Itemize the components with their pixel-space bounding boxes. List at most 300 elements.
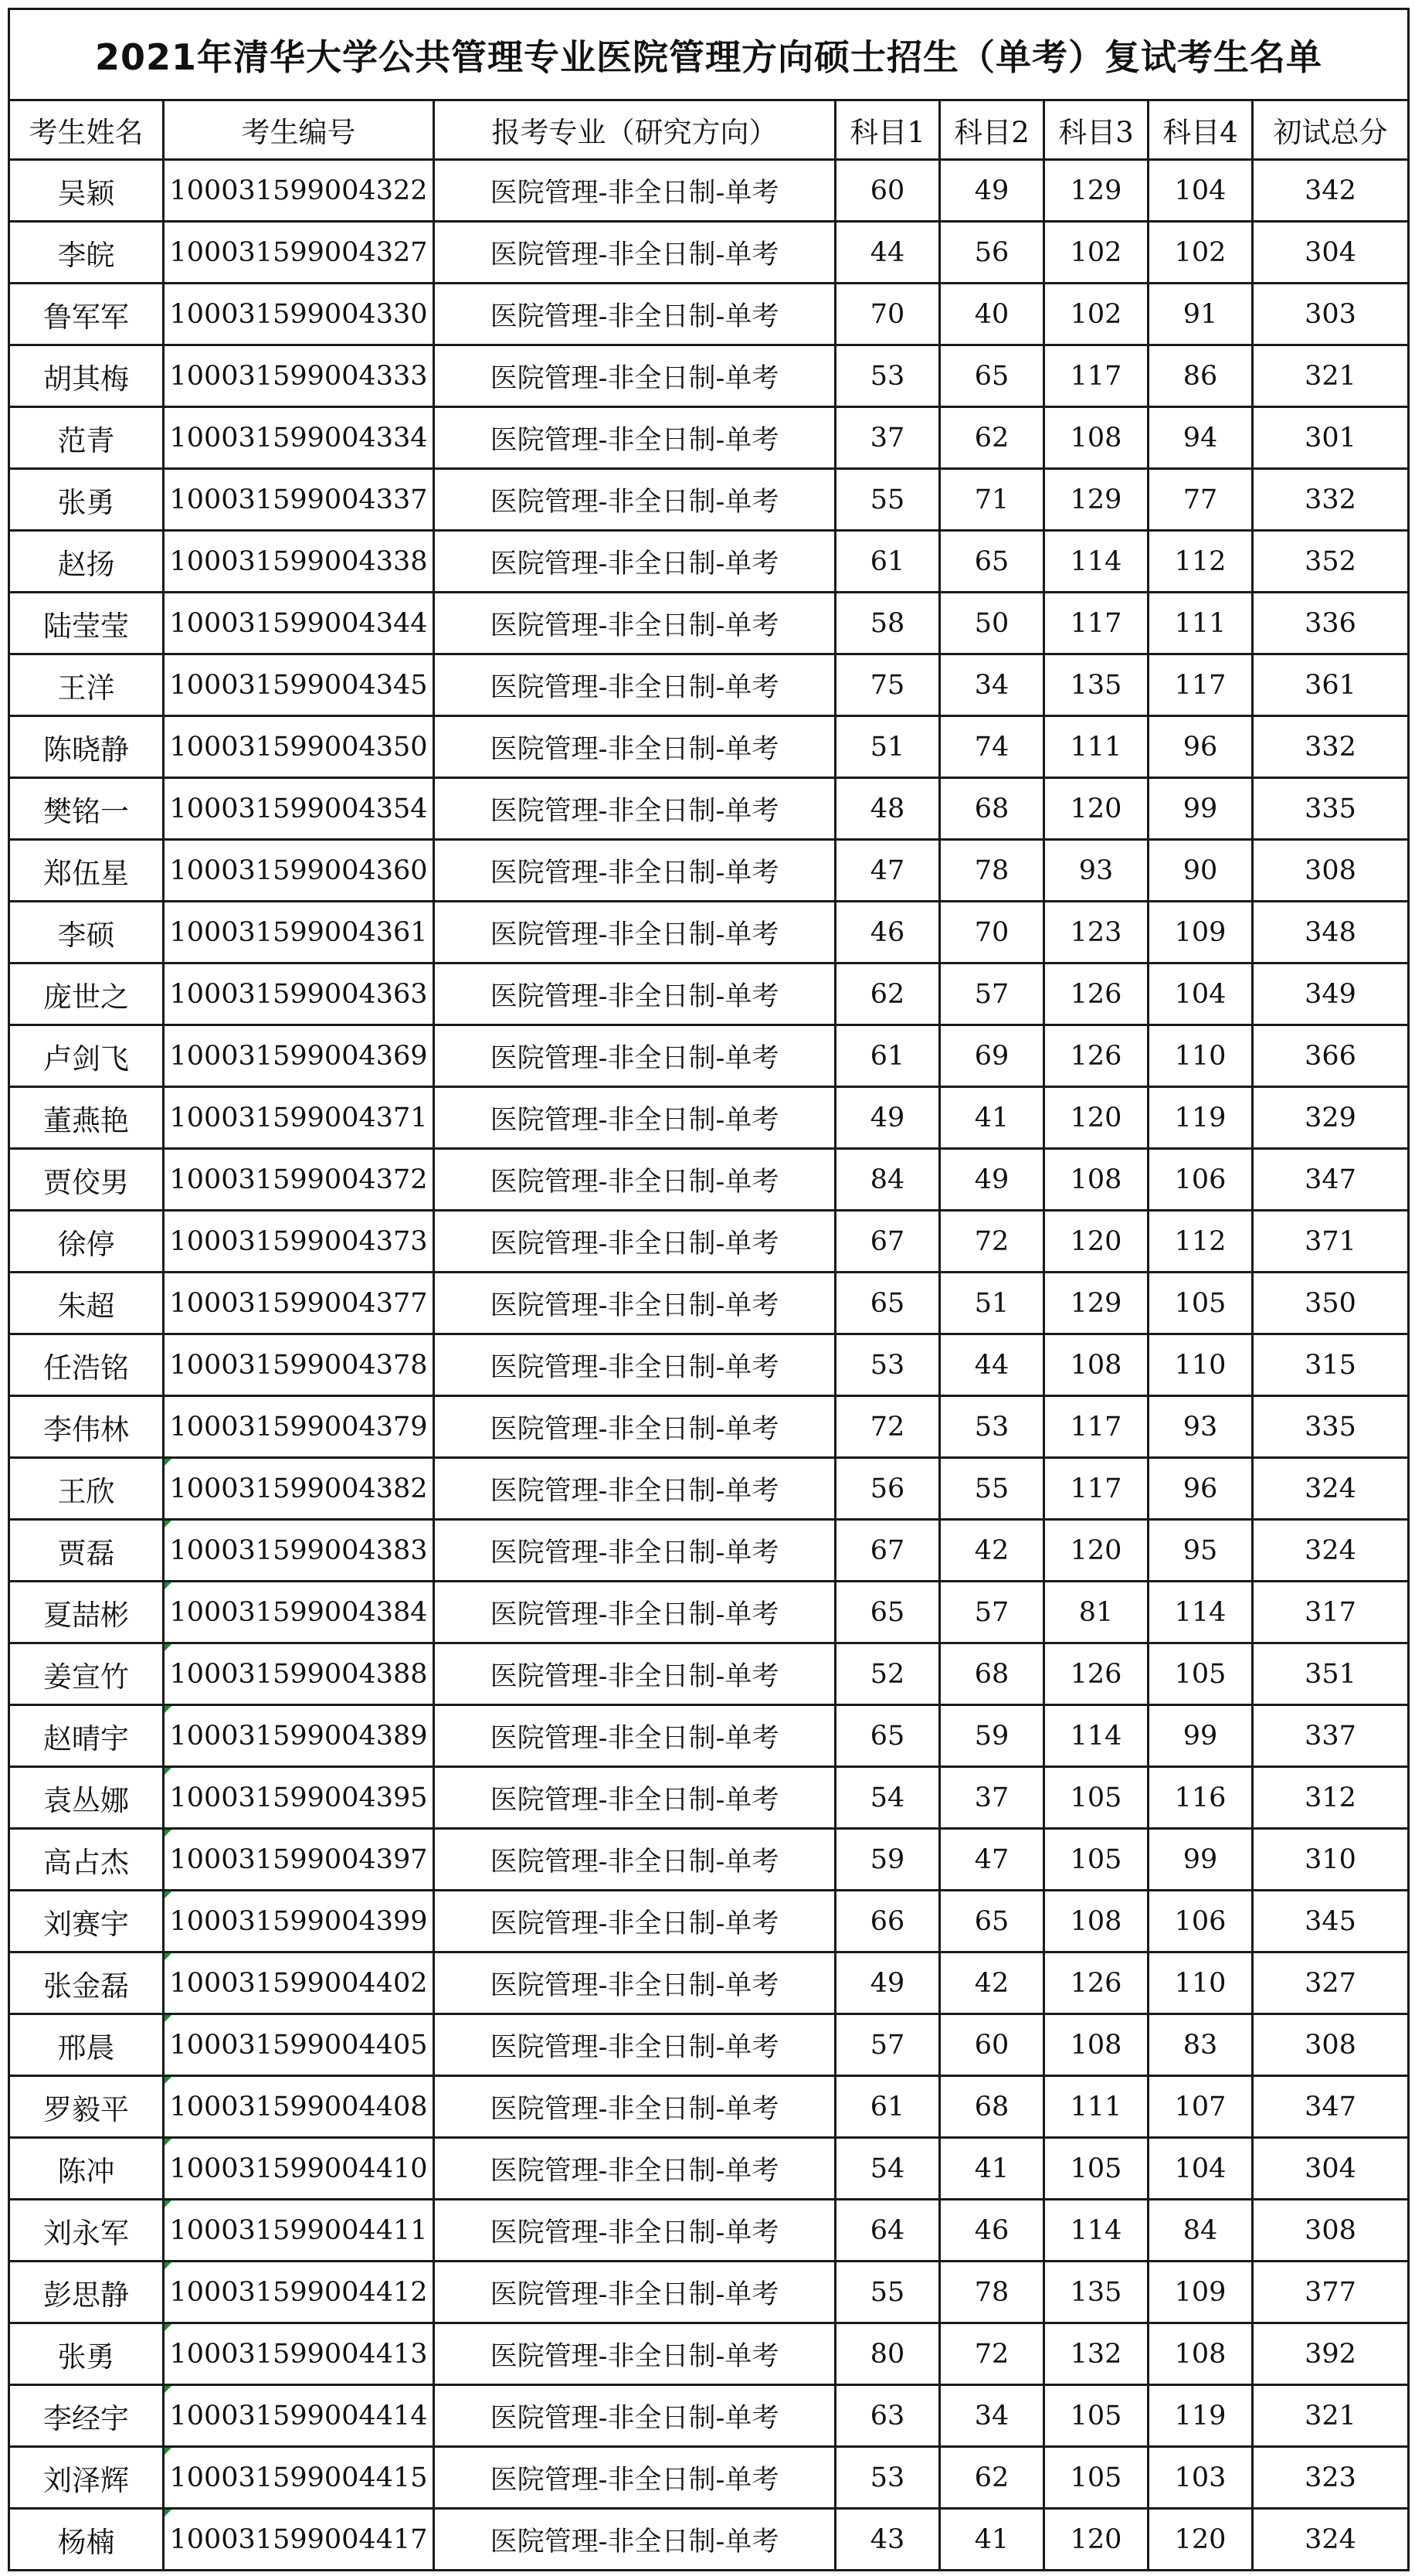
major-cell bbox=[434, 1829, 836, 1891]
major-cell-text: 医院管理-非全日制-单考 bbox=[490, 1290, 779, 1321]
candidate-name-cell-text: 杨楠 bbox=[57, 2525, 115, 2559]
major-cell-text: 医院管理-非全日制-单考 bbox=[490, 2155, 779, 2187]
subject-2-score-text: 59 bbox=[974, 1720, 1010, 1752]
candidate-id-cell bbox=[164, 2138, 434, 2200]
candidate-id-cell bbox=[164, 840, 434, 902]
subject-4-score-text: 117 bbox=[1174, 669, 1227, 701]
subject-2-score-text: 37 bbox=[974, 1782, 1010, 1813]
subject-1-score bbox=[836, 2138, 940, 2200]
subject-1-score bbox=[836, 1396, 940, 1458]
total-score bbox=[1253, 2200, 1409, 2262]
subject-4-score-text: 99 bbox=[1183, 793, 1218, 824]
subject-1-score-text: 63 bbox=[870, 2400, 905, 2432]
subject-4-score bbox=[1149, 902, 1253, 963]
subject-2-score bbox=[940, 1149, 1044, 1211]
subject-3-score bbox=[1044, 2138, 1149, 2200]
table-row bbox=[9, 2385, 1409, 2447]
candidate-id-cell bbox=[164, 593, 434, 654]
candidate-name-cell-text: 卢剑飞 bbox=[43, 1042, 129, 1076]
subject-1-score-text: 61 bbox=[870, 2091, 905, 2122]
subject-3-score bbox=[1044, 2014, 1149, 2076]
candidate-id-cell bbox=[164, 654, 434, 716]
candidate-name-cell bbox=[9, 1891, 164, 1952]
table-row bbox=[9, 1149, 1409, 1211]
subject-2-score bbox=[940, 2014, 1044, 2076]
candidate-id-cell-text: 100031599004344 bbox=[169, 607, 428, 639]
subject-3-score-text: 135 bbox=[1070, 2276, 1122, 2308]
candidate-name-cell-text: 樊铭一 bbox=[43, 794, 129, 828]
subject-4-score-text: 77 bbox=[1183, 484, 1218, 515]
major-cell-text: 医院管理-非全日制-单考 bbox=[490, 424, 779, 456]
candidate-name-cell-text: 张勇 bbox=[57, 2340, 115, 2374]
subject-1-score bbox=[836, 1582, 940, 1643]
subject-1-score-text: 66 bbox=[870, 1905, 905, 1937]
candidate-id-cell-text: 100031599004334 bbox=[169, 422, 428, 454]
major-cell-text: 医院管理-非全日制-单考 bbox=[490, 1104, 779, 1136]
cell-comment-marker-icon bbox=[165, 1830, 171, 1837]
candidate-id-cell bbox=[164, 1087, 434, 1149]
candidate-name-cell bbox=[9, 407, 164, 469]
subject-4-score bbox=[1149, 2076, 1253, 2138]
subject-3-score-text: 102 bbox=[1070, 298, 1122, 330]
candidate-name-cell-text: 李伟林 bbox=[43, 1412, 129, 1446]
major-cell bbox=[434, 2138, 836, 2200]
subject-3-score bbox=[1044, 1767, 1149, 1829]
candidate-name-cell-text: 赵晴宇 bbox=[43, 1721, 129, 1755]
subject-1-score bbox=[836, 345, 940, 407]
candidate-id-cell bbox=[164, 1273, 434, 1334]
subject-1-score-text: 65 bbox=[870, 1596, 905, 1628]
subject-1-score bbox=[836, 1767, 940, 1829]
major-cell-text: 医院管理-非全日制-单考 bbox=[490, 1228, 779, 1259]
subject-2-score bbox=[940, 407, 1044, 469]
total-score bbox=[1253, 1025, 1409, 1087]
major-cell bbox=[434, 2385, 836, 2447]
major-cell-text: 医院管理-非全日制-单考 bbox=[490, 1784, 779, 1816]
subject-1-score-text: 52 bbox=[870, 1658, 905, 1690]
subject-1-score-text: 54 bbox=[870, 2153, 905, 2184]
table-row bbox=[9, 2447, 1409, 2509]
subject-3-score bbox=[1044, 1087, 1149, 1149]
subject-4-score bbox=[1149, 778, 1253, 840]
subject-2-score bbox=[940, 1643, 1044, 1705]
major-cell-text: 医院管理-非全日制-单考 bbox=[490, 177, 779, 209]
major-cell bbox=[434, 222, 836, 284]
subject-2-score bbox=[940, 902, 1044, 963]
major-cell bbox=[434, 2076, 836, 2138]
subject-1-score-text: 61 bbox=[870, 1040, 905, 1072]
subject-1-score-text: 75 bbox=[870, 669, 905, 701]
cell-comment-marker-icon bbox=[165, 2015, 171, 2022]
major-cell-text: 医院管理-非全日制-单考 bbox=[490, 1722, 779, 1754]
candidate-name-cell-text: 刘永军 bbox=[43, 2216, 129, 2250]
candidate-name-cell bbox=[9, 778, 164, 840]
subject-1-score-text: 64 bbox=[870, 2214, 905, 2246]
candidate-id-cell bbox=[164, 1582, 434, 1643]
total-score bbox=[1253, 1582, 1409, 1643]
subject-2-score-text: 42 bbox=[974, 1967, 1010, 1999]
total-score-text: 335 bbox=[1305, 793, 1356, 824]
candidate-id-cell-text: 100031599004402 bbox=[169, 1967, 428, 1999]
subject-4-score bbox=[1149, 1891, 1253, 1952]
subject-4-score bbox=[1149, 1273, 1253, 1334]
subject-2-score bbox=[940, 1211, 1044, 1273]
total-score-text: 361 bbox=[1305, 669, 1356, 701]
subject-4-score bbox=[1149, 284, 1253, 345]
subject-1-score bbox=[836, 2200, 940, 2262]
subject-1-score bbox=[836, 222, 940, 284]
subject-1-score-text: 65 bbox=[870, 1720, 905, 1752]
candidate-id-cell bbox=[164, 2200, 434, 2262]
subject-3-score bbox=[1044, 1952, 1149, 2014]
subject-3-score bbox=[1044, 593, 1149, 654]
candidate-name-cell-text: 袁丛娜 bbox=[43, 1783, 129, 1817]
subject-2-score-text: 40 bbox=[974, 298, 1010, 330]
table-row bbox=[9, 1582, 1409, 1643]
subject-1-score bbox=[836, 716, 940, 778]
cell-comment-marker-icon bbox=[165, 1582, 171, 1589]
candidate-id-cell-text: 100031599004413 bbox=[169, 2338, 428, 2370]
candidate-id-cell-text: 100031599004399 bbox=[169, 1905, 428, 1937]
subject-2-score bbox=[940, 469, 1044, 531]
major-cell-text: 医院管理-非全日制-单考 bbox=[490, 2279, 779, 2310]
subject-3-score-text: 126 bbox=[1070, 1040, 1122, 1072]
subject-3-score-text: 111 bbox=[1070, 2091, 1122, 2122]
subject-3-score-text: 108 bbox=[1070, 1164, 1122, 1195]
major-cell bbox=[434, 531, 836, 593]
subject-4-score bbox=[1149, 2385, 1253, 2447]
subject-4-score bbox=[1149, 2509, 1253, 2571]
table-row bbox=[9, 902, 1409, 963]
subject-4-score-text: 119 bbox=[1174, 1102, 1227, 1133]
subject-2-score bbox=[940, 1396, 1044, 1458]
subject-4-score-text: 96 bbox=[1183, 731, 1218, 763]
subject-2-score bbox=[940, 2447, 1044, 2509]
candidate-id-cell-text: 100031599004350 bbox=[169, 731, 428, 763]
candidate-name-cell bbox=[9, 2509, 164, 2571]
subject-1-score bbox=[836, 1952, 940, 2014]
total-score-text: 327 bbox=[1305, 1967, 1356, 1999]
total-score-text: 337 bbox=[1305, 1720, 1356, 1752]
subject-4-score bbox=[1149, 593, 1253, 654]
subject-2-score-text: 46 bbox=[974, 2214, 1010, 2246]
subject-1-score-text: 43 bbox=[870, 2523, 905, 2555]
subject-3-score bbox=[1044, 963, 1149, 1025]
subject-2-score-text: 65 bbox=[974, 545, 1010, 577]
subject-4-score bbox=[1149, 963, 1253, 1025]
subject-2-score-text: 49 bbox=[974, 1164, 1010, 1195]
table-row bbox=[9, 1952, 1409, 2014]
candidate-name-cell bbox=[9, 2447, 164, 2509]
candidate-name-cell bbox=[9, 1952, 164, 2014]
subject-2-score-text: 51 bbox=[974, 1287, 1010, 1319]
subject-1-score-text: 61 bbox=[870, 545, 905, 577]
subject-3-score bbox=[1044, 716, 1149, 778]
total-score-text: 336 bbox=[1305, 607, 1356, 639]
table-row bbox=[9, 284, 1409, 345]
subject-2-score bbox=[940, 654, 1044, 716]
major-cell-text: 医院管理-非全日制-单考 bbox=[490, 1166, 779, 1198]
column-header-id: 考生编号 bbox=[164, 100, 434, 160]
subject-3-score bbox=[1044, 1829, 1149, 1891]
total-score-text: 351 bbox=[1305, 1658, 1356, 1690]
total-score-text: 350 bbox=[1305, 1287, 1356, 1319]
subject-1-score-text: 80 bbox=[870, 2338, 905, 2370]
candidate-id-cell bbox=[164, 407, 434, 469]
candidate-id-cell bbox=[164, 778, 434, 840]
major-cell bbox=[434, 778, 836, 840]
major-cell bbox=[434, 1705, 836, 1767]
major-cell-text: 医院管理-非全日制-单考 bbox=[490, 301, 779, 332]
total-score-text: 323 bbox=[1305, 2462, 1356, 2493]
subject-3-score bbox=[1044, 531, 1149, 593]
candidate-id-cell-text: 100031599004408 bbox=[169, 2091, 428, 2122]
subject-4-score-text: 109 bbox=[1174, 2276, 1227, 2308]
total-score-text: 335 bbox=[1305, 1411, 1356, 1443]
subject-4-score bbox=[1149, 1211, 1253, 1273]
column-header-subject-4: 科目4 bbox=[1149, 100, 1253, 160]
subject-4-score-text: 84 bbox=[1183, 2214, 1218, 2246]
major-cell bbox=[434, 284, 836, 345]
subject-4-score-text: 104 bbox=[1174, 2153, 1227, 2184]
major-cell-text: 医院管理-非全日制-单考 bbox=[490, 2464, 779, 2496]
subject-2-score bbox=[940, 1025, 1044, 1087]
subject-1-score bbox=[836, 1891, 940, 1952]
table-row bbox=[9, 1705, 1409, 1767]
table-row bbox=[9, 2014, 1409, 2076]
subject-2-score bbox=[940, 1334, 1044, 1396]
table-row bbox=[9, 1025, 1409, 1087]
table-row bbox=[9, 222, 1409, 284]
major-cell bbox=[434, 654, 836, 716]
subject-2-score-text: 44 bbox=[974, 1349, 1010, 1381]
subject-1-score bbox=[836, 778, 940, 840]
subject-1-score bbox=[836, 469, 940, 531]
major-cell-text: 医院管理-非全日制-单考 bbox=[490, 2526, 779, 2557]
subject-3-score-text: 117 bbox=[1070, 360, 1122, 392]
candidate-name-cell-text: 李皖 bbox=[57, 238, 115, 272]
subject-3-score-text: 108 bbox=[1070, 1349, 1122, 1381]
subject-3-score bbox=[1044, 1705, 1149, 1767]
major-cell-text: 医院管理-非全日制-单考 bbox=[490, 239, 779, 270]
subject-1-score-text: 48 bbox=[870, 793, 905, 824]
cell-comment-marker-icon bbox=[165, 2386, 171, 2393]
subject-3-score-text: 108 bbox=[1070, 2029, 1122, 2061]
table-row bbox=[9, 531, 1409, 593]
subject-2-score-text: 49 bbox=[974, 175, 1010, 206]
table-row bbox=[9, 407, 1409, 469]
candidate-name-cell bbox=[9, 222, 164, 284]
total-score bbox=[1253, 1211, 1409, 1273]
major-cell bbox=[434, 902, 836, 963]
candidate-id-cell-text: 100031599004354 bbox=[169, 793, 428, 824]
table-row bbox=[9, 2076, 1409, 2138]
major-cell bbox=[434, 1643, 836, 1705]
major-cell bbox=[434, 1334, 836, 1396]
candidate-id-cell-text: 100031599004412 bbox=[169, 2276, 428, 2308]
candidate-id-cell-text: 100031599004379 bbox=[169, 1411, 428, 1443]
candidate-name-cell bbox=[9, 1767, 164, 1829]
subject-4-score-text: 110 bbox=[1174, 1040, 1227, 1072]
subject-4-score bbox=[1149, 654, 1253, 716]
subject-4-score-text: 102 bbox=[1174, 236, 1227, 268]
subject-1-score bbox=[836, 1829, 940, 1891]
total-score-text: 347 bbox=[1305, 2091, 1356, 2122]
candidate-id-cell bbox=[164, 1891, 434, 1952]
candidate-id-cell bbox=[164, 1767, 434, 1829]
total-score bbox=[1253, 2509, 1409, 2571]
candidate-id-cell bbox=[164, 531, 434, 593]
candidate-name-cell-text: 彭思静 bbox=[43, 2278, 129, 2312]
total-score bbox=[1253, 902, 1409, 963]
candidate-name-cell-text: 贾磊 bbox=[57, 1536, 115, 1570]
subject-1-score-text: 62 bbox=[870, 978, 905, 1010]
cell-comment-marker-icon bbox=[165, 2077, 171, 2084]
total-score bbox=[1253, 2323, 1409, 2385]
major-cell-text: 医院管理-非全日制-单考 bbox=[490, 1475, 779, 1507]
subject-1-score bbox=[836, 2385, 940, 2447]
subject-2-score-text: 65 bbox=[974, 1905, 1010, 1937]
subject-2-score bbox=[940, 1829, 1044, 1891]
subject-1-score-text: 56 bbox=[870, 1473, 905, 1504]
total-score-text: 304 bbox=[1305, 2153, 1356, 2184]
major-cell bbox=[434, 1273, 836, 1334]
subject-2-score-text: 62 bbox=[974, 422, 1010, 454]
candidate-id-cell-text: 100031599004363 bbox=[169, 978, 428, 1010]
subject-4-score-text: 91 bbox=[1183, 298, 1218, 330]
subject-4-score bbox=[1149, 1087, 1253, 1149]
candidate-id-cell bbox=[164, 284, 434, 345]
major-cell-text: 医院管理-非全日制-单考 bbox=[490, 919, 779, 950]
total-score bbox=[1253, 1396, 1409, 1458]
major-cell bbox=[434, 2262, 836, 2323]
subject-1-score-text: 49 bbox=[870, 1967, 905, 1999]
subject-4-score-text: 94 bbox=[1183, 422, 1218, 454]
subject-3-score-text: 126 bbox=[1070, 978, 1122, 1010]
major-cell-text: 医院管理-非全日制-单考 bbox=[490, 1599, 779, 1630]
subject-1-score-text: 53 bbox=[870, 1349, 905, 1381]
candidate-name-cell-text: 张勇 bbox=[57, 485, 115, 519]
candidate-name-cell-text: 刘赛宇 bbox=[43, 1907, 129, 1941]
total-score bbox=[1253, 2076, 1409, 2138]
candidate-id-cell-text: 100031599004345 bbox=[169, 669, 428, 701]
subject-2-score bbox=[940, 345, 1044, 407]
candidate-id-cell-text: 100031599004388 bbox=[169, 1658, 428, 1690]
subject-4-score-text: 110 bbox=[1174, 1967, 1227, 1999]
total-score bbox=[1253, 1458, 1409, 1520]
candidate-id-cell bbox=[164, 2385, 434, 2447]
subject-2-score bbox=[940, 593, 1044, 654]
total-score-text: 347 bbox=[1305, 1164, 1356, 1195]
table-row bbox=[9, 1829, 1409, 1891]
subject-3-score-text: 111 bbox=[1070, 731, 1122, 763]
cell-comment-marker-icon bbox=[165, 2448, 171, 2455]
total-score bbox=[1253, 1643, 1409, 1705]
table-row bbox=[9, 345, 1409, 407]
subject-2-score bbox=[940, 1087, 1044, 1149]
major-cell-text: 医院管理-非全日制-单考 bbox=[490, 1351, 779, 1383]
candidate-name-cell-text: 胡其梅 bbox=[43, 362, 129, 396]
major-cell-text: 医院管理-非全日制-单考 bbox=[490, 2402, 779, 2434]
subject-4-score-text: 112 bbox=[1174, 545, 1227, 577]
candidate-name-cell-text: 朱超 bbox=[57, 1289, 115, 1323]
subject-3-score bbox=[1044, 840, 1149, 902]
subject-2-score-text: 60 bbox=[974, 2029, 1010, 2061]
subject-1-score bbox=[836, 407, 940, 469]
table-row bbox=[9, 1767, 1409, 1829]
major-cell bbox=[434, 840, 836, 902]
candidate-name-cell-text: 李经宇 bbox=[43, 2401, 129, 2435]
major-cell-text: 医院管理-非全日制-单考 bbox=[490, 2340, 779, 2372]
subject-4-score bbox=[1149, 469, 1253, 531]
candidate-id-cell bbox=[164, 1829, 434, 1891]
major-cell bbox=[434, 345, 836, 407]
subject-4-score-text: 99 bbox=[1183, 1720, 1218, 1752]
subject-4-score-text: 111 bbox=[1174, 607, 1227, 639]
subject-2-score-text: 57 bbox=[974, 1596, 1010, 1628]
subject-4-score bbox=[1149, 1396, 1253, 1458]
subject-3-score-text: 135 bbox=[1070, 669, 1122, 701]
subject-3-score bbox=[1044, 2262, 1149, 2323]
candidate-id-cell-text: 100031599004373 bbox=[169, 1225, 428, 1257]
subject-3-score bbox=[1044, 160, 1149, 222]
subject-2-score bbox=[940, 1767, 1044, 1829]
candidate-name-cell-text: 夏喆彬 bbox=[43, 1598, 129, 1632]
subject-1-score-text: 51 bbox=[870, 731, 905, 763]
subject-1-score-text: 84 bbox=[870, 1164, 905, 1195]
candidate-name-cell-text: 徐停 bbox=[57, 1227, 115, 1261]
subject-1-score-text: 54 bbox=[870, 1782, 905, 1813]
subject-4-score bbox=[1149, 222, 1253, 284]
subject-2-score-text: 78 bbox=[974, 2276, 1010, 2308]
subject-3-score-text: 114 bbox=[1070, 2214, 1122, 2246]
subject-2-score bbox=[940, 2138, 1044, 2200]
table-row bbox=[9, 654, 1409, 716]
subject-1-score bbox=[836, 2014, 940, 2076]
candidate-id-cell-text: 100031599004382 bbox=[169, 1473, 428, 1504]
table-row bbox=[9, 2262, 1409, 2323]
subject-2-score-text: 68 bbox=[974, 2091, 1010, 2122]
candidate-id-cell bbox=[164, 1149, 434, 1211]
major-cell bbox=[434, 1582, 836, 1643]
subject-3-score-text: 105 bbox=[1070, 2400, 1122, 2432]
candidate-name-cell-text: 郑伍星 bbox=[43, 856, 129, 890]
subject-3-score bbox=[1044, 222, 1149, 284]
major-cell-text: 医院管理-非全日制-单考 bbox=[490, 795, 779, 827]
candidate-name-cell-text: 王欣 bbox=[57, 1474, 115, 1508]
subject-4-score-text: 104 bbox=[1174, 978, 1227, 1010]
candidate-id-cell-text: 100031599004322 bbox=[169, 175, 428, 206]
total-score-text: 312 bbox=[1305, 1782, 1356, 1813]
subject-3-score-text: 120 bbox=[1070, 2523, 1122, 2555]
page-title: 2021年清华大学公共管理专业医院管理方向硕士招生（单考）复试考生名单 bbox=[9, 9, 1409, 100]
subject-4-score-text: 112 bbox=[1174, 1225, 1227, 1257]
subject-1-score-text: 47 bbox=[870, 855, 905, 886]
candidate-id-cell bbox=[164, 963, 434, 1025]
subject-2-score-text: 47 bbox=[974, 1844, 1010, 1875]
subject-4-score bbox=[1149, 160, 1253, 222]
subject-1-score bbox=[836, 1705, 940, 1767]
subject-3-score bbox=[1044, 1025, 1149, 1087]
candidate-name-cell bbox=[9, 654, 164, 716]
total-score-text: 303 bbox=[1305, 298, 1356, 330]
subject-3-score-text: 126 bbox=[1070, 1658, 1122, 1690]
candidate-id-cell-text: 100031599004389 bbox=[169, 1720, 428, 1752]
total-score bbox=[1253, 778, 1409, 840]
subject-4-score-text: 90 bbox=[1183, 855, 1218, 886]
subject-3-score-text: 105 bbox=[1070, 1782, 1122, 1813]
table-row bbox=[9, 778, 1409, 840]
